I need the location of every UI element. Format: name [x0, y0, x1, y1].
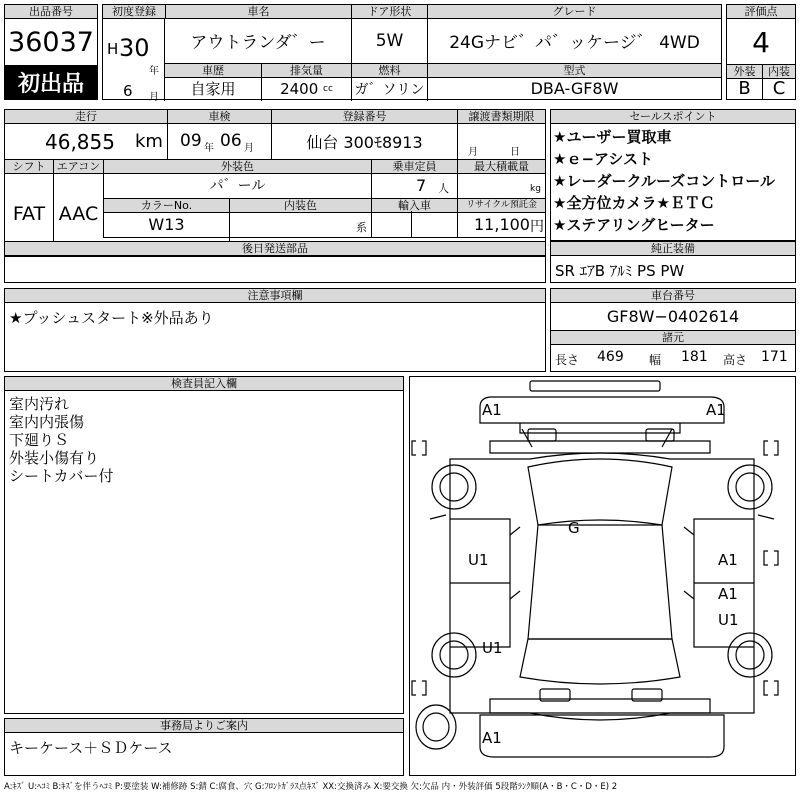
reg-year-unit: 年 [149, 66, 159, 77]
score-box [726, 4, 796, 100]
height-label: 高さ [723, 353, 748, 367]
chassis-value: GF8W−0402614 [606, 307, 740, 326]
sales-item: ★レーダークルーズコントロール [553, 172, 775, 190]
equip-label: 純正装備 [551, 242, 795, 256]
history-value: 自家用 [190, 80, 236, 98]
sales-box [550, 109, 796, 241]
legend: A:ｷｽﾞ U:ﾍｺﾐ B:ｷｽﾞを伴うﾍｺﾐ P:要塗装 W:補修跡 S:錆 C:腐食、穴 G:ﾌﾛﾝﾄｶﾞﾗｽ点ｷｽﾞ XX:交換済み X:要交換 欠:欠品 内・外装評価 5段階ﾗﾝｸ順(A・B・C・D・E) 2 [4, 782, 618, 792]
notes-label: 注意事項欄 [5, 289, 545, 303]
inspector-line: 下廻りＳ [9, 431, 70, 449]
shift-value: FAT [12, 203, 46, 225]
car-diagram-box [409, 376, 796, 776]
lot-number: 36037 [8, 26, 94, 58]
inspector-box [4, 376, 404, 714]
notes-box [4, 288, 546, 372]
mark-right-rear-door-a: A1 [718, 585, 738, 603]
door-type: 5W [351, 18, 427, 63]
equip-value: SR ｴｱB ｱﾙﾐ PS PW [555, 262, 685, 280]
colorno-label: カラーNo. [103, 198, 229, 213]
transfer-day: 日 [510, 147, 520, 158]
mark-left-front-door: U1 [468, 551, 489, 569]
mark-left-rear: U1 [482, 639, 503, 657]
seats-label: 乗車定員 [371, 159, 457, 174]
colorno-value: W13 [103, 211, 229, 237]
length-value: 469 [597, 349, 624, 365]
mileage-cell [5, 123, 167, 159]
chassis-box [550, 288, 796, 372]
mark-right-rear-door-u: U1 [718, 611, 739, 629]
sales-item: ★ユーザー買取車 [553, 128, 672, 146]
import-cell-b [411, 211, 457, 237]
ext-label: 外装 [727, 64, 762, 79]
shift-label: シフト [5, 159, 53, 174]
recycle-label: リサイクル預託金 [457, 198, 545, 213]
fuel-value: ガ゛ソリン [351, 76, 427, 101]
inspector-label: 検査員記入欄 [5, 377, 403, 391]
disp-unit: cc [323, 83, 333, 94]
later-parts-box [4, 241, 546, 283]
main-header-box [102, 4, 722, 103]
plate-label: 登録番号 [271, 110, 457, 124]
history-label: 車歴 [165, 63, 261, 78]
mileage-unit: km [135, 131, 163, 152]
reg-month: 6 [123, 82, 133, 100]
mark-right-front-door: A1 [718, 551, 738, 569]
transfer-cell [457, 123, 545, 159]
intcolor-unit: 系 [356, 221, 367, 234]
sales-item: ★ｅ−アシスト [553, 150, 653, 168]
ac-value: AAC [53, 172, 103, 256]
disp-value: 2400 [280, 79, 319, 98]
seats-unit: 人 [438, 182, 449, 195]
mark-rear-bumper: A1 [482, 729, 502, 747]
details-box [4, 109, 546, 257]
chassis-label: 車台番号 [551, 289, 795, 303]
office-label: 事務局よりご案内 [5, 719, 403, 733]
color-value: パ゛ール [103, 172, 371, 198]
inspect-year-unit: 年 [204, 143, 214, 154]
import-label: 輸入車 [371, 198, 457, 213]
sales-label: セールスポイント [551, 110, 795, 124]
disp-cell [261, 76, 351, 101]
first-listing-badge: 初出品 [5, 65, 97, 99]
sales-list [551, 124, 795, 236]
grade-value: 24Gナビ゛パ゛ッケージ゛ 4WD [427, 18, 721, 63]
inspect-month: 06 [220, 131, 242, 151]
recycle-unit: 円 [530, 219, 544, 235]
dims-row [551, 345, 795, 373]
ext-grade: B [738, 77, 751, 99]
office-box [4, 718, 404, 776]
disp-label: 排気量 [261, 63, 351, 78]
car-diagram [410, 377, 795, 775]
reg-month-unit: 月 [149, 92, 159, 103]
score-value: 4 [752, 25, 770, 59]
mark-front-right: A1 [706, 401, 726, 419]
load-cell [457, 172, 545, 198]
score-label: 評価点 [727, 5, 795, 19]
reg-year: 30 [119, 34, 150, 62]
mileage-label: 走行 [5, 110, 167, 124]
inspect-cell [167, 123, 271, 159]
sales-item: ★全方位カメラ★ＥＴＣ [553, 194, 715, 212]
length-label: 長さ [555, 353, 580, 367]
recycle-cell [457, 211, 545, 237]
inspect-label: 車検 [167, 110, 271, 124]
ac-label: エアコン [53, 159, 103, 174]
grade-label: グレード [427, 5, 721, 19]
import-cell-a [371, 211, 411, 237]
plate-value: 仙台 300ﾓ8913 [271, 123, 457, 159]
seats-cell [371, 172, 457, 198]
inspector-line: 室内汚れ [9, 395, 70, 413]
transfer-month: 月 [468, 147, 478, 158]
notes-value: ★プッシュスタート※外品あり [9, 309, 214, 327]
int-label: 内装 [762, 64, 795, 79]
office-value: キーケース＋ＳＤケース [9, 739, 173, 757]
intcolor-cell [229, 211, 371, 237]
width-label: 幅 [649, 353, 662, 367]
name-label: 車名 [165, 5, 351, 19]
inspect-year: 09 [180, 131, 202, 151]
color-label: 外装色 [103, 159, 371, 174]
seats-value: 7 [416, 176, 427, 195]
equip-box [550, 241, 796, 283]
load-unit: kg [530, 184, 541, 194]
fuel-label: 燃料 [351, 63, 427, 78]
mileage-value: 46,855 [45, 130, 115, 154]
model-label: 型式 [427, 63, 721, 78]
sales-item: ★ステアリングヒーター [553, 216, 715, 234]
intcolor-label: 内装色 [229, 198, 371, 213]
mark-windshield: G [568, 519, 580, 537]
car-name: アウトランダ゛ー [190, 33, 326, 53]
int-grade: C [762, 77, 795, 99]
reg-cell [103, 18, 165, 101]
lot-label: 出品番号 [5, 5, 97, 19]
model-value: DBA-GF8W [427, 76, 721, 101]
transfer-label: 譲渡書類期限 [457, 110, 545, 124]
width-value: 181 [681, 349, 708, 365]
reg-label: 初度登録 [103, 5, 165, 19]
inspector-lines [5, 391, 403, 485]
reg-era: H [107, 40, 119, 58]
load-label: 最大積載量 [457, 159, 545, 174]
inspector-line: 室内内張傷 [9, 413, 85, 431]
later-parts-label: 後日発送部品 [5, 242, 545, 256]
door-label: ドア形状 [351, 5, 427, 19]
dims-label: 諸元 [551, 330, 795, 345]
inspector-line: シートカバー付 [9, 467, 114, 485]
height-value: 171 [761, 349, 788, 365]
lot-box [4, 4, 98, 100]
inspect-month-unit: 月 [244, 143, 254, 154]
recycle-value: 11,100 [474, 215, 530, 234]
mark-front-left: A1 [482, 401, 502, 419]
inspector-line: 外装小傷有り [9, 449, 100, 467]
